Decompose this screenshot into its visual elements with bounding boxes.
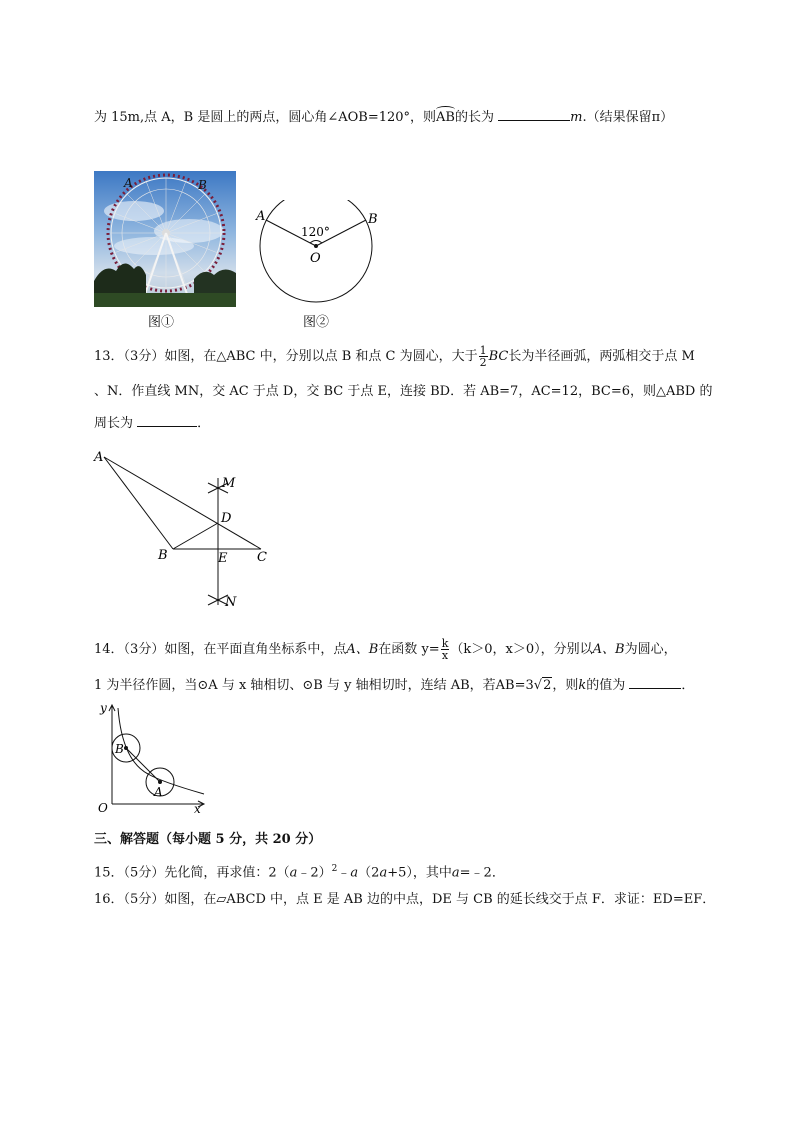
q16-line bbox=[94, 891, 715, 909]
q16-text: 如图，在▱ABCD 中，点 E 是 AB 边的中点，DE 与 CB 的延长线交于点 F．求证：ED=EF． bbox=[164, 892, 716, 907]
coordinate-diagram bbox=[92, 700, 212, 815]
q14-function-fraction bbox=[441, 638, 450, 661]
q15-t5: a bbox=[350, 865, 359, 881]
q12-text-2: 的长为 bbox=[455, 110, 495, 125]
photo-label-b: B bbox=[198, 178, 207, 192]
q15-t3: ﹣2） bbox=[297, 865, 332, 881]
q14-text-2: 在函数 bbox=[378, 642, 418, 657]
tri-label-m: M bbox=[222, 476, 236, 491]
q14-function-y: y= bbox=[421, 642, 440, 657]
q13-number: 13．（3分） bbox=[94, 349, 165, 364]
q14-text-5: 1 为半径作圆，当⊙A 与 x 轴相切、⊙B 与 y 轴相切时，连结 AB，若AB=3 bbox=[94, 678, 534, 693]
tri-label-b: B bbox=[158, 548, 168, 563]
coord-label-o: O bbox=[98, 801, 108, 815]
q12-arc-ab: AB bbox=[436, 110, 455, 125]
section-heading: 三、解答题（每小题 5 分，共 20 分） bbox=[94, 832, 322, 847]
q14-fn-num: k bbox=[441, 637, 449, 650]
q13-frac-num: 1 bbox=[479, 344, 487, 357]
coord-label-a: A bbox=[154, 785, 163, 799]
q13-line-1 bbox=[94, 345, 695, 368]
q13-bc: BC bbox=[488, 349, 509, 364]
q13-line-3 bbox=[94, 414, 210, 433]
q12-text-1: 为 15m,点 A，B 是圆上的两点，圆心角∠AOB=120°，则 bbox=[94, 110, 437, 125]
diagram-label-o: O bbox=[310, 251, 321, 266]
q12-unit: m bbox=[570, 110, 583, 125]
diagram-label-a: A bbox=[256, 209, 266, 224]
diagram-angle-label: 120° bbox=[301, 225, 330, 239]
q14-text-4: 为圆心， bbox=[624, 642, 677, 657]
tri-label-d: D bbox=[221, 511, 232, 526]
tri-label-c: C bbox=[257, 550, 267, 565]
q14-points-2: A、B bbox=[592, 642, 625, 657]
q15-number: 15．（5分） bbox=[94, 865, 165, 881]
fig2-caption: 图② bbox=[303, 315, 330, 330]
q14-line-2 bbox=[94, 676, 694, 695]
q13-answer-blank[interactable] bbox=[137, 414, 197, 427]
q14-answer-blank[interactable] bbox=[629, 676, 681, 689]
q15-t6: （2 bbox=[358, 865, 380, 881]
q14-text-3: （k＞0，x＞0），分别以 bbox=[450, 642, 593, 657]
coord-label-b: B bbox=[115, 742, 124, 756]
q13-fraction bbox=[479, 345, 488, 368]
q14-number: 14．（3分） bbox=[94, 642, 165, 657]
q13-text-1: 如图，在△ABC 中，分别以点 B 和点 C 为圆心，大于 bbox=[164, 349, 478, 364]
q16-number: 16．（5分） bbox=[94, 892, 165, 907]
photo-label-a: A bbox=[124, 176, 133, 190]
q12-answer-blank[interactable] bbox=[498, 108, 570, 121]
ferris-wheel-photo bbox=[94, 171, 236, 307]
coord-label-y: y bbox=[100, 701, 107, 715]
coord-label-x: x bbox=[194, 802, 201, 815]
fig1-caption: 图① bbox=[148, 315, 175, 330]
q15-sup: 2 bbox=[331, 864, 338, 874]
q15-t9: a bbox=[451, 865, 460, 881]
q15-t2: a bbox=[289, 865, 298, 881]
q14-fn-den: x bbox=[441, 649, 449, 662]
circle-diagram bbox=[252, 200, 382, 320]
q14-text-7: 的值为 bbox=[586, 678, 626, 693]
q13-text-3: 周长为 bbox=[94, 416, 134, 431]
q12-line bbox=[94, 108, 673, 127]
q14-line-1 bbox=[94, 638, 677, 661]
diagram-label-b: B bbox=[368, 212, 378, 227]
tri-label-e: E bbox=[218, 551, 228, 566]
q15-t8: +5），其中 bbox=[387, 865, 452, 881]
q15-t10: =﹣2． bbox=[459, 865, 505, 881]
tri-label-a: A bbox=[94, 450, 104, 465]
q15-line bbox=[94, 860, 505, 882]
q14-text-1: 如图，在平面直角坐标系中，点 bbox=[164, 642, 347, 657]
q13-line-2: 、N．作直线 MN，交 AC 于点 D，交 BC 于点 E，连接 BD．若 AB=7，AC=12，BC=6，则△ABD 的 bbox=[94, 384, 713, 399]
q12-tail: .（结果保留π） bbox=[582, 110, 674, 125]
q14-sqrt: √2 bbox=[533, 678, 552, 693]
q15-t1: 先化简，再求值：2（ bbox=[164, 865, 290, 881]
q14-k: k bbox=[578, 678, 587, 693]
q13-text-2: 长为半径画弧，两弧相交于点 M bbox=[508, 349, 695, 364]
q14-points-1: A、B bbox=[346, 642, 379, 657]
q15-t7: a bbox=[379, 865, 388, 881]
q13-text-3-end: ． bbox=[197, 416, 211, 431]
q15-t4: ﹣ bbox=[337, 865, 351, 881]
q14-sqrt-val: 2 bbox=[543, 678, 552, 693]
triangle-diagram bbox=[90, 445, 280, 615]
q14-text-6: ，则 bbox=[552, 678, 579, 693]
q13-frac-den: 2 bbox=[479, 356, 487, 369]
tri-label-n: N bbox=[225, 595, 237, 610]
q14-text-8: ． bbox=[681, 678, 695, 693]
